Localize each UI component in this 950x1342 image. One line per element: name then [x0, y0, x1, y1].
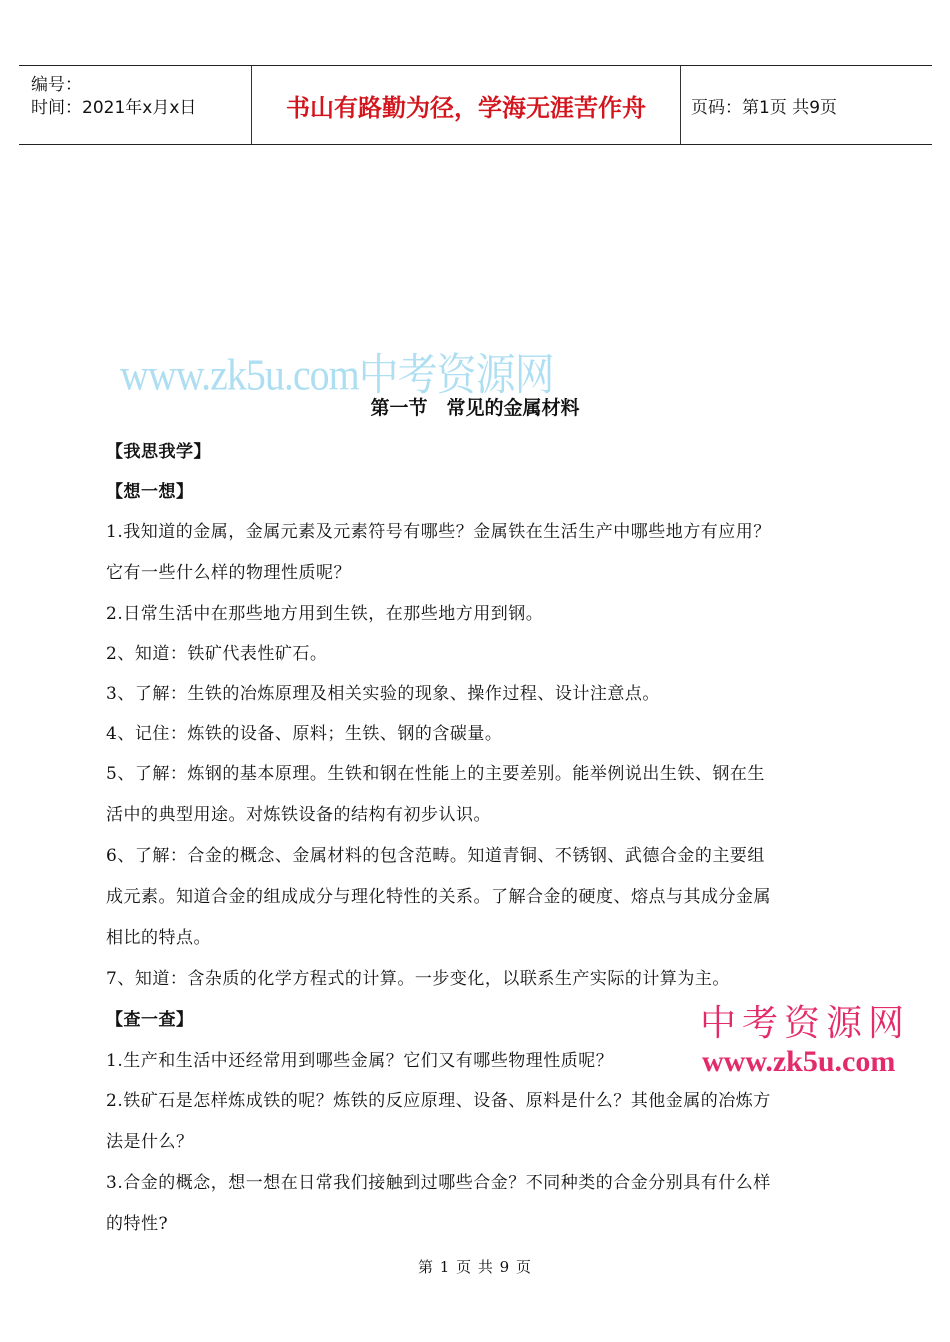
text-line: 5、了解：炼钢的基本原理。生铁和钢在性能上的主要差别。能举例说出生铁、钢在生 — [106, 764, 765, 784]
page-title: 第一节 常见的金属材料 — [370, 397, 580, 419]
text-line: 2.铁矿石是怎样炼成铁的呢？炼铁的反应原理、设备、原料是什么？其他金属的冶炼方 — [106, 1091, 771, 1111]
text-line: 1.生产和生活中还经常用到哪些金属？它们又有哪些物理性质呢？ — [106, 1051, 614, 1071]
text-line: 2.日常生活中在那些地方用到生铁，在那些地方用到钢。 — [106, 604, 544, 624]
text-line: 3、了解：生铁的冶炼原理及相关实验的现象、操作过程、设计注意点。 — [106, 684, 660, 704]
text-line: 7、知道：含杂质的化学方程式的计算。一步变化，以联系生产实际的计算为主。 — [106, 969, 730, 989]
watermark-right-cn: 中考资源网 — [700, 1003, 911, 1044]
header-table — [19, 65, 932, 145]
number-label: 编号： — [31, 75, 82, 95]
page-info: 页码：第1页 共9页 — [691, 97, 838, 118]
section-think-learn: 【我思我学】 — [106, 442, 211, 462]
text-line: 3.合金的概念，想一想在日常我们接触到过哪些合金？不同种类的合金分别具有什么样 — [106, 1173, 771, 1193]
text-line: 1.我知道的金属，金属元素及元素符号有哪些？金属铁在生活生产中哪些地方有应用？ — [106, 522, 771, 542]
header-meta-cell — [19, 66, 252, 144]
section-check: 【查一查】 — [106, 1010, 194, 1030]
text-line: 4、记住：炼铁的设备、原料；生铁、钢的含碳量。 — [106, 724, 503, 744]
watermark-top: www.zk5u.com中考资源网 — [120, 349, 554, 400]
section-think: 【想一想】 — [106, 482, 194, 502]
text-line: 法是什么？ — [106, 1132, 194, 1152]
text-line: 成元素。知道合金的组成成分与理化特性的关系。了解合金的硬度、熔点与其成分金属 — [106, 887, 771, 907]
header-motto-cell — [252, 66, 681, 144]
page-footer: 第 1 页 共 9 页 — [418, 1258, 532, 1276]
motto: 书山有路勤为径，学海无涯苦作舟 — [286, 93, 646, 122]
text-line: 6、了解：合金的概念、金属材料的包含范畴。知道青铜、不锈钢、武德合金的主要组 — [106, 846, 765, 866]
text-line: 2、知道：铁矿代表性矿石。 — [106, 644, 328, 664]
text-line: 活中的典型用途。对炼铁设备的结构有初步认识。 — [106, 805, 491, 825]
text-line: 的特性? — [106, 1214, 169, 1234]
time-label: 时间：2021年x月x日 — [31, 98, 197, 118]
text-line: 它有一些什么样的物理性质呢？ — [106, 563, 351, 583]
header-page-cell — [681, 66, 932, 144]
watermark-right-url: www.zk5u.com — [702, 1045, 896, 1078]
text-line: 相比的特点。 — [106, 928, 211, 948]
